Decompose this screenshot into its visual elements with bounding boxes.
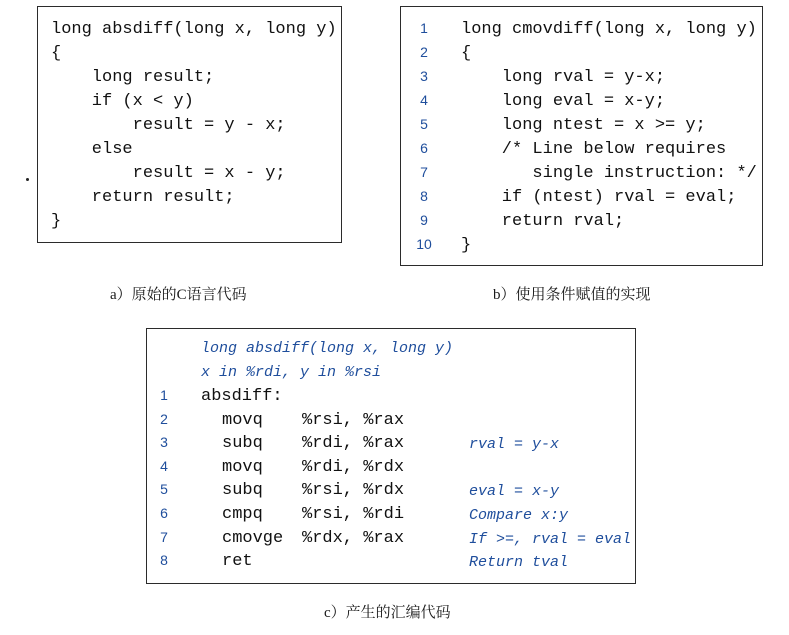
line-number: 8 xyxy=(420,188,428,204)
asm-comment: rval = y-x xyxy=(469,436,560,454)
code-line: long cmovdiff(long x, long y) xyxy=(461,20,757,39)
line-number: 5 xyxy=(160,481,168,498)
code-line: long eval = x-y; xyxy=(461,92,666,111)
asm-mnemonic: cmpq xyxy=(222,505,263,524)
caption-b: b）使用条件赋值的实现 xyxy=(493,287,651,303)
code-line: if (ntest) rval = eval; xyxy=(461,188,737,207)
asm-operands: %rdx, %rax xyxy=(302,528,405,548)
asm-mnemonic: movq xyxy=(222,457,263,477)
line-number: 1 xyxy=(420,20,428,36)
code-line: single instruction: */ xyxy=(461,164,757,183)
line-number: 4 xyxy=(420,92,428,108)
asm-row xyxy=(147,550,635,574)
code-line: long rval = y-x; xyxy=(461,68,666,87)
code-line: /* Line below requires xyxy=(461,140,727,159)
code-line: { xyxy=(51,44,62,63)
asm-comment: Compare x:y xyxy=(469,507,569,524)
asm-row xyxy=(147,432,635,456)
asm-row xyxy=(147,385,635,409)
code-line: return result; xyxy=(51,188,235,207)
code-line: long absdiff(long x, long y) xyxy=(51,20,337,39)
asm-operands: %rsi, %rdi xyxy=(302,505,405,524)
line-number: 6 xyxy=(160,505,168,521)
code-panel-c xyxy=(146,328,636,584)
asm-comment: If >=, rval = eval xyxy=(469,530,632,548)
code-line: result = x - y; xyxy=(51,164,286,183)
asm-row xyxy=(147,527,635,551)
line-number: 3 xyxy=(160,434,168,451)
caption-a: a）原始的C语言代码 xyxy=(110,287,247,303)
line-number: 5 xyxy=(420,116,428,132)
caption-c: c）产生的汇编代码 xyxy=(324,605,451,621)
asm-header-registers: x in %rdi, y in %rsi xyxy=(201,364,382,381)
line-number: 7 xyxy=(160,528,168,545)
line-number: 8 xyxy=(160,552,168,569)
asm-operands: %rdi, %rdx xyxy=(302,457,405,477)
line-number: 6 xyxy=(420,140,428,156)
asm-mnemonic: ret xyxy=(222,552,253,572)
asm-mnemonic: cmovge xyxy=(222,528,284,548)
line-number: 7 xyxy=(420,164,428,180)
code-line: long result; xyxy=(51,68,215,87)
code-line: } xyxy=(51,212,62,231)
line-number: 9 xyxy=(420,212,428,228)
line-number: 1 xyxy=(160,387,168,403)
code-line: result = y - x; xyxy=(51,116,286,135)
asm-label: absdiff: xyxy=(201,387,283,406)
code-panel-b xyxy=(400,6,763,266)
asm-header-signature: long absdiff(long x, long y) xyxy=(201,340,454,357)
stray-dot xyxy=(26,178,29,181)
asm-row xyxy=(147,503,635,527)
asm-operands: %rsi, %rax xyxy=(302,410,405,430)
code-panel-a xyxy=(37,6,342,243)
asm-row xyxy=(147,479,635,503)
code-line: if (x < y) xyxy=(51,92,194,111)
asm-operands: %rdi, %rax xyxy=(302,434,405,454)
asm-operands: %rsi, %rdx xyxy=(302,481,405,501)
code-line: return rval; xyxy=(461,212,625,231)
line-number: 2 xyxy=(160,410,168,427)
line-number: 10 xyxy=(416,236,432,252)
asm-comment: eval = x-y xyxy=(469,483,560,501)
asm-row xyxy=(147,456,635,480)
line-number: 4 xyxy=(160,457,168,474)
asm-mnemonic: subq xyxy=(222,481,263,501)
asm-comment: Return tval xyxy=(469,554,569,572)
asm-row xyxy=(147,409,635,433)
line-number: 2 xyxy=(420,44,428,60)
code-line: } xyxy=(461,236,472,255)
code-line: long ntest = x >= y; xyxy=(461,116,706,135)
asm-mnemonic: movq xyxy=(222,410,263,430)
code-line: { xyxy=(461,44,472,63)
asm-mnemonic: subq xyxy=(222,434,263,454)
code-line: else xyxy=(51,140,133,159)
line-number: 3 xyxy=(420,68,428,84)
